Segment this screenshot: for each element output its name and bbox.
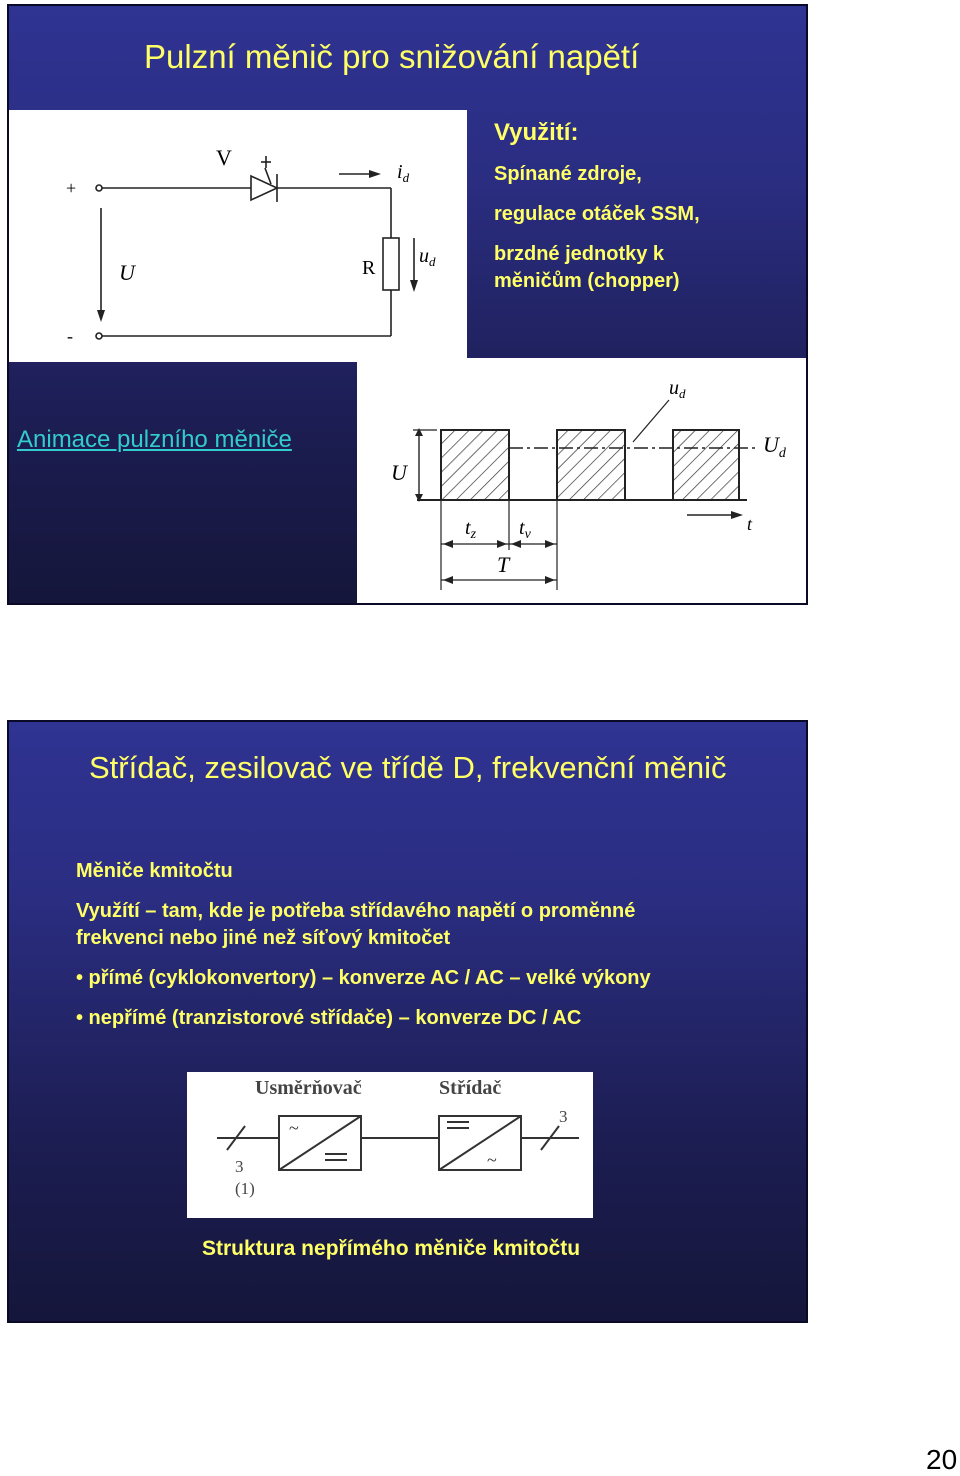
wave-ud-label: $u_d$	[669, 377, 686, 401]
subheading: Měniče kmitočtu	[76, 860, 233, 882]
current-id-label: $i_d$	[397, 161, 410, 185]
input-phases-label: 3	[235, 1157, 244, 1176]
wave-t-label: t	[747, 514, 753, 534]
usage-line: Využítí – tam, kde je potřeba střídavého napětí o proměnné	[76, 900, 636, 922]
usage-item: měničům (chopper)	[494, 270, 680, 292]
wave-tz-label: $t_z$	[465, 517, 477, 542]
usage-item: regulace otáček SSM,	[494, 203, 700, 225]
inverter-label: Střídač	[439, 1077, 502, 1099]
thyristor-v-label: V	[216, 145, 232, 170]
circuit-diagram	[9, 110, 467, 362]
usage-heading: Využití:	[494, 119, 579, 146]
output-phases-label: 3	[559, 1107, 568, 1126]
block-diagram	[187, 1072, 593, 1218]
bullet-item: • přímé (cyklokonvertory) – konverze AC / AC – velké výkony	[76, 967, 651, 989]
converter-structure	[187, 1072, 593, 1218]
plus-label: +	[66, 178, 77, 198]
chopper-waveform	[357, 358, 808, 605]
resistor-r-label: R	[362, 257, 376, 279]
voltage-u-label: U	[119, 260, 135, 285]
minus-label: -	[67, 326, 73, 346]
wave-ud-avg-label: $U_d$	[763, 432, 786, 461]
ac-symbol: ~	[289, 1118, 299, 1138]
usage-item: brzdné jednotky k	[494, 243, 665, 265]
diagram-caption: Struktura nepřímého měniče kmitočtu	[202, 1237, 581, 1260]
chopper-circuit	[9, 110, 467, 362]
wave-period-label: T	[497, 552, 510, 577]
animation-link[interactable]: Animace pulzního měniče	[17, 426, 292, 453]
page-number: 20	[926, 1444, 958, 1475]
usage-item: Spínané zdroje,	[494, 163, 642, 185]
bullet-item: • nepřímé (tranzistorové střídače) – konverze DC / AC	[76, 1007, 582, 1029]
slide-title: Pulzní měnič pro snižování napětí	[144, 38, 640, 75]
voltage-ud-label: $u_d$	[419, 245, 436, 269]
input-phases-alt-label: (1)	[235, 1179, 255, 1198]
ac-symbol: ~	[487, 1150, 497, 1170]
rectifier-label: Usměrňovač	[255, 1077, 362, 1099]
slide-pulse-converter	[7, 4, 808, 605]
wave-u-label: U	[391, 460, 407, 485]
slide-title: Střídač, zesilovač ve třídě D, frekvenční měnič	[89, 750, 727, 785]
waveform-diagram	[357, 358, 808, 605]
slide-frequency-converter	[7, 720, 808, 1323]
wave-tv-label: $t_v$	[519, 517, 531, 542]
usage-line: frekvenci nebo jiné než síťový kmitočet	[76, 927, 451, 949]
